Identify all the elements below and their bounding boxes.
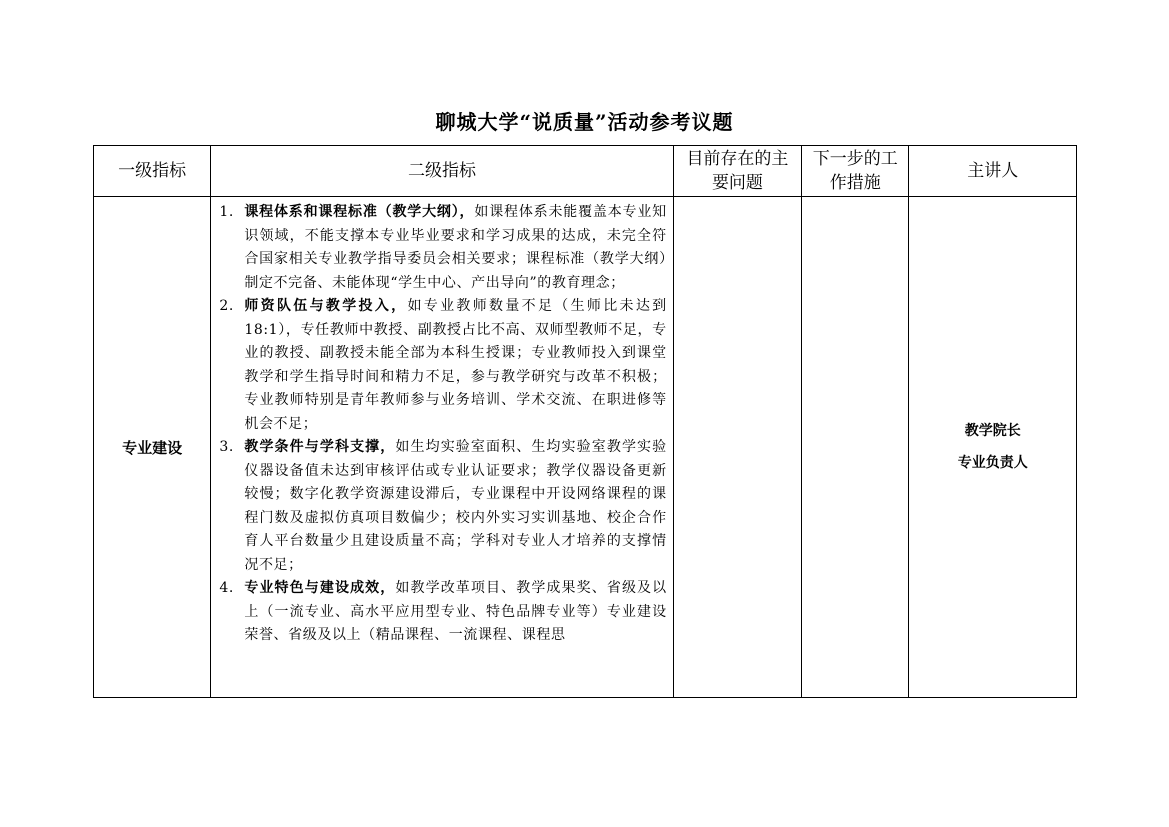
table-header-row <box>94 146 1077 197</box>
category-cell: 专业建设 <box>94 197 211 698</box>
indicator-list <box>219 201 666 648</box>
speaker-program-head: 专业负责人 <box>957 455 1028 471</box>
indicator-items-cell <box>211 197 673 698</box>
header-level1-indicator: 一级指标 <box>94 146 211 197</box>
list-item: 3. 教学条件与学科支撑，如生均实验室面积、生均实验室教学实验仪器设备值未达到审核评估或专业认证要求；教学仪器设备更新较慢；数字化教学资源建设滞后，专业课程中开设网络课程的课程门数及虚拟仿真项目数偏少；校内外实习实训基地、校企合作育人平台数量少且建设质量不高；学科对专业人才培养的支撑情况不足； <box>219 439 667 573</box>
header-next-steps: 下一步的工作措施 <box>802 146 909 197</box>
speaker-cell <box>909 197 1077 698</box>
speaker-dean: 教学院长 <box>964 423 1021 439</box>
header-current-problems: 目前存在的主要问题 <box>673 146 801 197</box>
table-row <box>94 197 1077 698</box>
current-problems-cell <box>673 197 801 698</box>
next-steps-cell <box>802 197 909 698</box>
list-item: 4. 专业特色与建设成效，如教学改革项目、教学成果奖、省级及以上（一流专业、高水平应用型专业、特色品牌专业等）专业建设荣誉、省级及以上（精品课程、一流课程、课程思 <box>219 580 667 643</box>
list-item: 1. 课程体系和课程标准（教学大纲），如课程体系未能覆盖本专业知识领域，不能支撑本专业毕业要求和学习成果的达成，未完全符合国家相关专业教学指导委员会相关要求；课程标准（教学大纲）制定不完备、未能体现“学生中心、产出导向”的教育理念； <box>219 204 667 291</box>
header-speaker: 主讲人 <box>909 146 1077 197</box>
list-item: 2. 师资队伍与教学投入，如专业教师数量不足（生师比未达到18:1），专任教师中教授、副教授占比不高、双师型教师不足，专业的教授、副教授未能全部为本科生授课；专业教师投入到课堂教学和学生指导时间和精力不足，参与教学研究与改革不积极；专业教师特别是青年教师参与业务培训、学术交流、在职进修等机会不足； <box>219 298 667 432</box>
header-level2-indicator: 二级指标 <box>211 146 673 197</box>
topics-table <box>93 145 1077 698</box>
page-title: 聊城大学“说质量”活动参考议题 <box>435 110 734 134</box>
